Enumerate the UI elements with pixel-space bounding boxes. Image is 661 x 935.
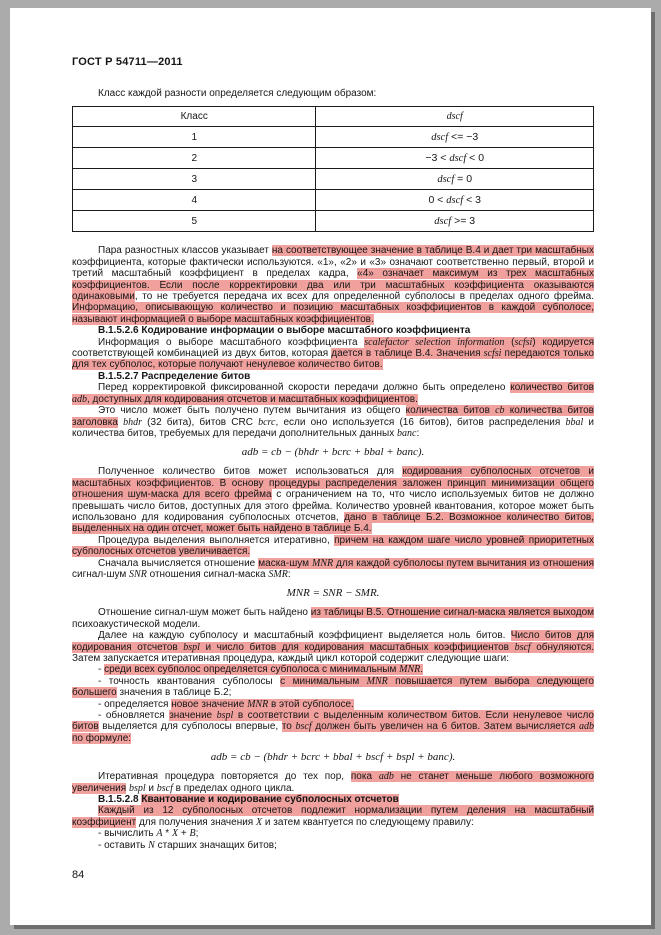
dscf-class-table bbox=[72, 106, 594, 232]
table-header-dscf: dscf bbox=[316, 107, 594, 127]
table-cell-class: 3 bbox=[73, 169, 316, 190]
table-header-row bbox=[73, 107, 594, 127]
list-item: - оставить N старших значащих битов; bbox=[98, 839, 277, 851]
list-item: - вычислить A * X + B; bbox=[98, 828, 199, 840]
paragraph: Это число может быть получено путем вычитания из общего количества битов cb количества битов заголовка bhdr (32 бита), битов CRC bcrc, если оно используется (16 битов), битов распределения bbal и количества битов, требуемых для передачи дополнительных данных banc: bbox=[72, 405, 594, 439]
table-cell-condition: 0 < dscf < 3 bbox=[316, 190, 594, 211]
table-row bbox=[73, 127, 594, 148]
paragraph: Сначала вычисляется отношение маска-шум MNR для каждой субполосы путем вычитания из отношения сигнал-шум SNR отношения сигнал-маска SMR: bbox=[72, 557, 594, 580]
paragraph: Информация о выборе масштабного коэффициента scalefactor selection information (scfsi) кодируется соответствующей комбинацией из двух битов, которая дается в таблице В.4. Значения scfsi передаются только для тех субполос, которые получают ненулевое количество битов. bbox=[72, 336, 595, 371]
table-cell-condition: −3 < dscf < 0 bbox=[316, 148, 594, 169]
section-heading: В.1.5.2.8 Квантование и кодирование субполосных отсчетов bbox=[98, 794, 399, 806]
paragraph: Отношение сигнал-шум может быть найдено из таблицы В.5. Отношение сигнал-маска является выходом психоакустической модели. bbox=[72, 607, 595, 630]
table-row bbox=[73, 211, 594, 232]
table-cell-class: 5 bbox=[73, 211, 316, 232]
document-page bbox=[10, 8, 651, 925]
table-row bbox=[73, 169, 594, 190]
paragraph: Каждый из 12 субполосных отсчетов подлежит нормализации путем деления на масштабный коэффициент для получения значения X и затем квантуется по следующему правилу: bbox=[72, 805, 594, 828]
document-title: ГОСТ Р 54711—2011 bbox=[72, 56, 183, 68]
table-cell-class: 4 bbox=[73, 190, 316, 211]
table-cell-condition: dscf <= −3 bbox=[316, 127, 594, 148]
table-cell-class: 2 bbox=[73, 148, 316, 169]
formula: adb = cb − (bhdr + bcrc + bbal + banc). bbox=[241, 446, 425, 459]
formula: adb = cb − (bhdr + bcrc + bbal + bscf + bspl + banc). bbox=[210, 751, 456, 764]
list-item: - среди всех субполос определяется субполоса с минимальным MNR. bbox=[98, 664, 424, 676]
formula: MNR = SNR − SMR. bbox=[286, 587, 380, 600]
list-item: - определяется новое значение MNR в этой субполосе. bbox=[98, 698, 354, 710]
paragraph: Пара разностных классов указывает на соответствующее значение в таблице В.4 и дает три масштабных коэффициента, которые фактически используются. «1», «2» и «3» означают соответственно первый, второй и третий масштабный коэффициент в пределах кадра, «4» означает максимум из трех масштабных коэффициентов. Если после корректировки два или три масштабных коэффициента оказываются одинаковыми, то не требуется передача их всех для определенной субполосы в пределах одного фрейма. Информацию, описывающую количество и позицию масштабных коэффициентов в каждой субполосе, называют информацией о выборе масштабных коэффициентов. bbox=[72, 245, 594, 325]
table-cell-condition: dscf = 0 bbox=[316, 169, 594, 190]
page-number: 84 bbox=[72, 869, 85, 882]
paragraph: Перед корректировкой фиксированной скорости передачи должно быть определено количество битов adb, доступных для кодирования отсчетов и масштабных коэффициентов. bbox=[72, 382, 594, 405]
table-row bbox=[73, 148, 594, 169]
paragraph: Процедура выделения выполняется итеративно, причем на каждом шаге число уровней приоритетных субполосных отсчетов увеличивается. bbox=[72, 534, 594, 558]
list-item: - обновляется значение bspl в соответствии с выделенным количеством битов. Если ненулевое число битов выделяется для субполосы впервые, то bscf должен быть увеличен на 6 битов. Затем вычисляется adb по формуле: bbox=[72, 710, 595, 744]
list-item: - точность квантования субполосы с минимальным MNR повышается путем выбора следующего большего значения в таблице Б.2; bbox=[72, 675, 594, 699]
paragraph: Полученное количество битов может использоваться для кодирования субполосных отсчетов и масштабных коэффициентов. В основу процедуры распределения заложен принцип минимизации общего отношения шум-маска для всего фрейма с ограничением на то, что число используемых битов не должно превышать число битов, доступных для этого фрейма. Количество уровней квантования, которое может быть использовано для кодирования субполосных отсчетов, дано в таблице Б.2. Возможное количество битов, выделенных на один отсчет, может быть найдено в таблице Б.4. bbox=[72, 466, 594, 535]
table-header-class: Класс bbox=[73, 107, 316, 127]
intro-text: Класс каждой разности определяется следующим образом: bbox=[98, 88, 377, 99]
paragraph: Далее на каждую субполосу и масштабный коэффициент выделяется ноль битов. Число битов для кодирования отсчетов bspl и число битов для кодирования масштабных коэффициентов bscf обнуляются. Затем запускается итеративная процедура, каждый цикл которой содержит следующие шаги: bbox=[72, 630, 595, 664]
table-cell-condition: dscf >= 3 bbox=[316, 211, 594, 232]
table-row bbox=[73, 190, 594, 211]
table-cell-class: 1 bbox=[73, 127, 316, 148]
section-heading: В.1.5.2.6 Кодирование информации о выборе масштабного коэффициента bbox=[98, 325, 471, 337]
section-heading: В.1.5.2.7 Распределение битов bbox=[98, 370, 251, 382]
paragraph: Итеративная процедура повторяется до тех пор, пока adb не станет меньше любого возможного увеличения bspl и bscf в пределах одного цикла. bbox=[72, 771, 594, 794]
